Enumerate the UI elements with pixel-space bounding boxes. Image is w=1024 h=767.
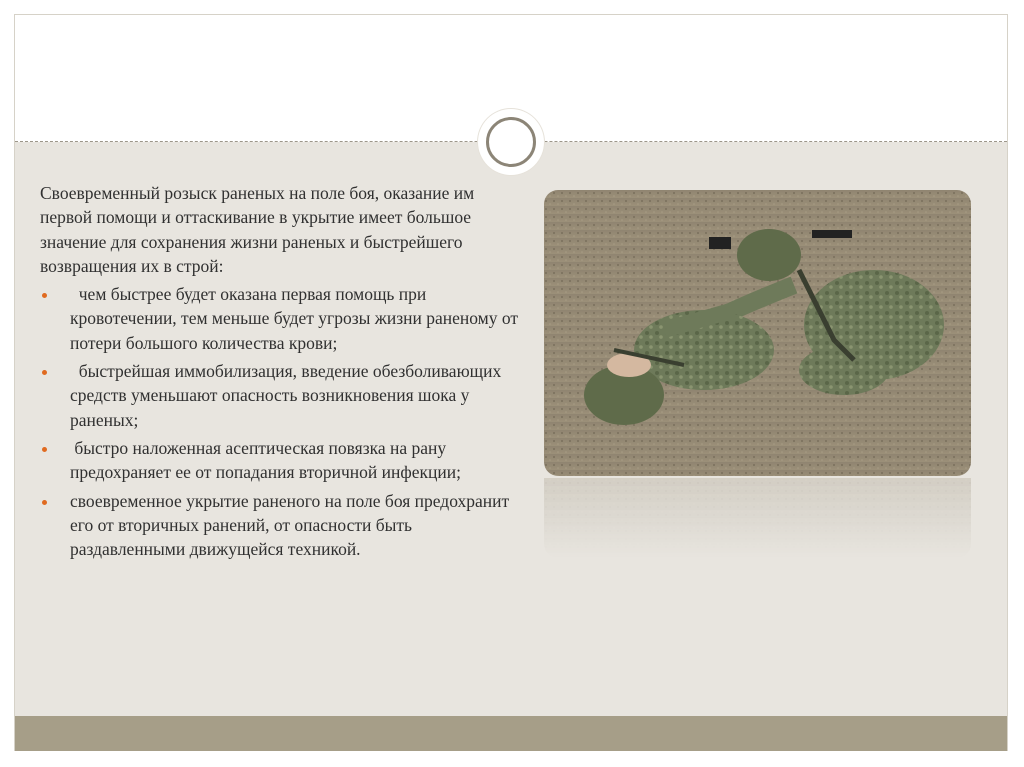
ring-icon bbox=[486, 117, 536, 167]
photo-reflection bbox=[544, 478, 971, 558]
soldiers-photo-illustration bbox=[544, 190, 971, 476]
footer-bar bbox=[15, 716, 1007, 751]
body-text bbox=[40, 181, 523, 565]
bullet-text: своевременное укрытие раненого на поле боя предохранит его от вторичных ранений, от опасности быть раздавленными движущейся техникой. bbox=[70, 490, 514, 560]
soldiers-photo bbox=[544, 190, 971, 476]
photo-reflection-illustration bbox=[544, 478, 971, 558]
bullet-dot-icon bbox=[42, 293, 47, 298]
intro-paragraph: Своевременный розыск раненых на поле боя, оказание им первой помощи и оттаскивание в укрытие имеет большое значение для сохранения жизни раненых и быстрейшего возвращения их в строй: bbox=[40, 183, 475, 276]
bullet-item bbox=[40, 282, 523, 355]
bullet-dot-icon bbox=[42, 447, 47, 452]
bullet-dot-icon bbox=[42, 500, 47, 505]
bullet-item bbox=[40, 489, 520, 562]
bullet-text: быстро наложенная асептическая повязка на рану предохраняет ее от попадания вторичной инфекции; bbox=[70, 437, 461, 483]
bullet-text: быстрейшая иммобилизация, введение обезболивающих средств уменьшают опасность возникновения шока у раненых; bbox=[70, 361, 506, 430]
bullet-dot-icon bbox=[42, 370, 47, 375]
bullet-list bbox=[40, 282, 523, 561]
bullet-item bbox=[40, 359, 520, 432]
bullet-text: чем быстрее будет оказана первая помощь при кровотечении, тем меньше будет угрозы жизни раненому от потери большого количества крови; bbox=[70, 284, 523, 353]
bullet-item bbox=[40, 436, 520, 485]
